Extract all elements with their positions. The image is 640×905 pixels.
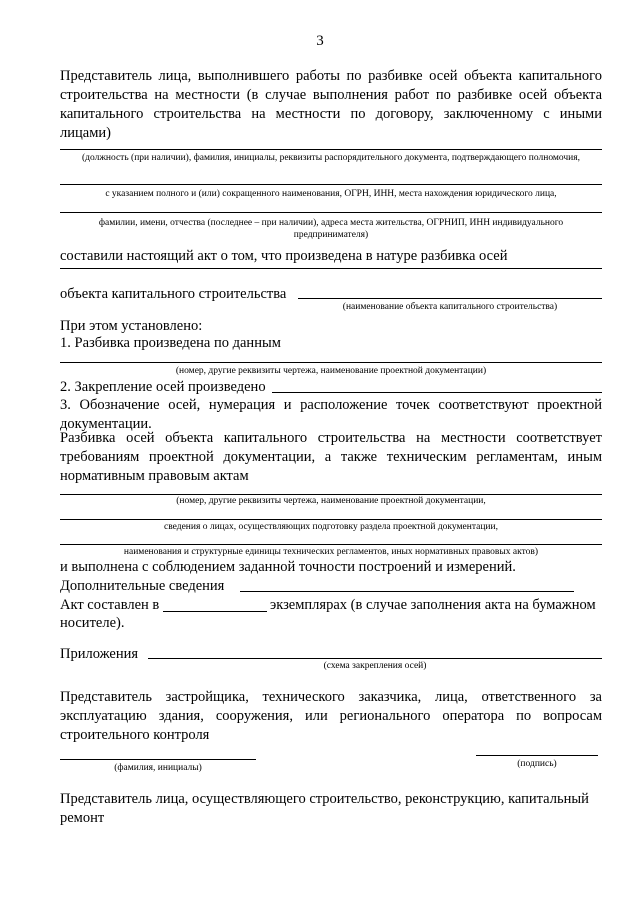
additional-info-field	[240, 591, 574, 592]
page-number: 3	[316, 33, 324, 49]
builder-representative: Представитель лица, осуществляющего строительство, реконструкцию, капитальный ремонт	[60, 791, 589, 826]
attachments-field	[148, 658, 602, 659]
attachments-label: Приложения	[60, 646, 139, 662]
developer-representative: Представитель застройщика, технического заказчика, лица, ответственного за эксплуатацию здания, сооружения, или регионального оператора по вопросам строительного контроля	[60, 689, 602, 743]
rule	[60, 362, 602, 363]
item-2-field	[272, 392, 602, 393]
caption-drawing: (номер, другие реквизиты чертежа, наименование проектной документации,	[176, 496, 486, 506]
copies-label: Акт составлен в	[60, 597, 160, 613]
caption-position: (должность (при наличии), фамилия, инициалы, реквизиты распорядительного документа, подтверждающего полномочия,	[81, 153, 581, 163]
copies-tail: носителе).	[60, 615, 125, 631]
caption-designers: сведения о лицах, осуществляющих подготовку раздела проектной документации,	[164, 522, 498, 532]
compliance-statement: Разбивка осей объекта капитального строительства на местности соответствует требованиям проектной документации, а также техническим регламентам, иным нормативным правовым актам	[60, 430, 602, 484]
rule	[60, 184, 602, 185]
signature-sign-field	[476, 755, 598, 756]
contractor-representative-heading: Представитель лица, выполнившего работы по разбивке осей объекта капитального строительства на местности (в случае выполнения работ по разбивке осей объекта капитального строительства на местности по договору, заключенному с иными лицами)	[60, 68, 602, 141]
signature-name-field	[60, 759, 256, 760]
rule	[60, 519, 602, 520]
item-1: 1. Разбивка произведена по данным	[60, 335, 281, 351]
rule	[60, 212, 602, 213]
caption-legal-entity: с указанием полного и (или) сокращенного наименования, ОГРН, ИНН, места нахождения юридического лица,	[105, 189, 557, 199]
caption-individual: фамилии, имени, отчества (последнее – при наличии), адреса места жительства, ОГРНИП, ИНН индивидуального предпринимателя)	[98, 218, 564, 240]
item-1-caption: (номер, другие реквизиты чертежа, наименование проектной документации)	[175, 366, 487, 376]
act-statement: составили настоящий акт о том, что произведена в натуре разбивка осей	[60, 248, 508, 264]
signature-name-caption: (фамилия, инициалы)	[114, 763, 202, 773]
copies-suffix: экземплярах (в случае заполнения акта на бумажном	[270, 597, 596, 613]
signature-sign-caption: (подпись)	[517, 759, 557, 769]
additional-label: Дополнительные сведения	[60, 578, 225, 594]
object-label: объекта капитального строительства	[60, 286, 287, 302]
caption-regulations: наименования и структурные единицы технических регламентов, иных нормативных правовых актов)	[123, 547, 539, 557]
item-2: 2. Закрепление осей произведено	[60, 379, 266, 395]
copies-count-field	[163, 611, 267, 612]
rule	[60, 544, 602, 545]
object-caption: (наименование объекта капитального строительства)	[342, 302, 558, 312]
object-name-field	[298, 298, 602, 299]
accuracy-statement: и выполнена с соблюдением заданной точности построений и измерений.	[60, 559, 516, 575]
rule	[60, 149, 602, 150]
established-heading: При этом установлено:	[60, 318, 203, 334]
item-3: 3. Обозначение осей, нумерация и расположение точек соответствуют проектной документации.	[60, 397, 602, 432]
attachments-caption: (схема закрепления осей)	[323, 661, 427, 671]
rule	[60, 268, 602, 269]
